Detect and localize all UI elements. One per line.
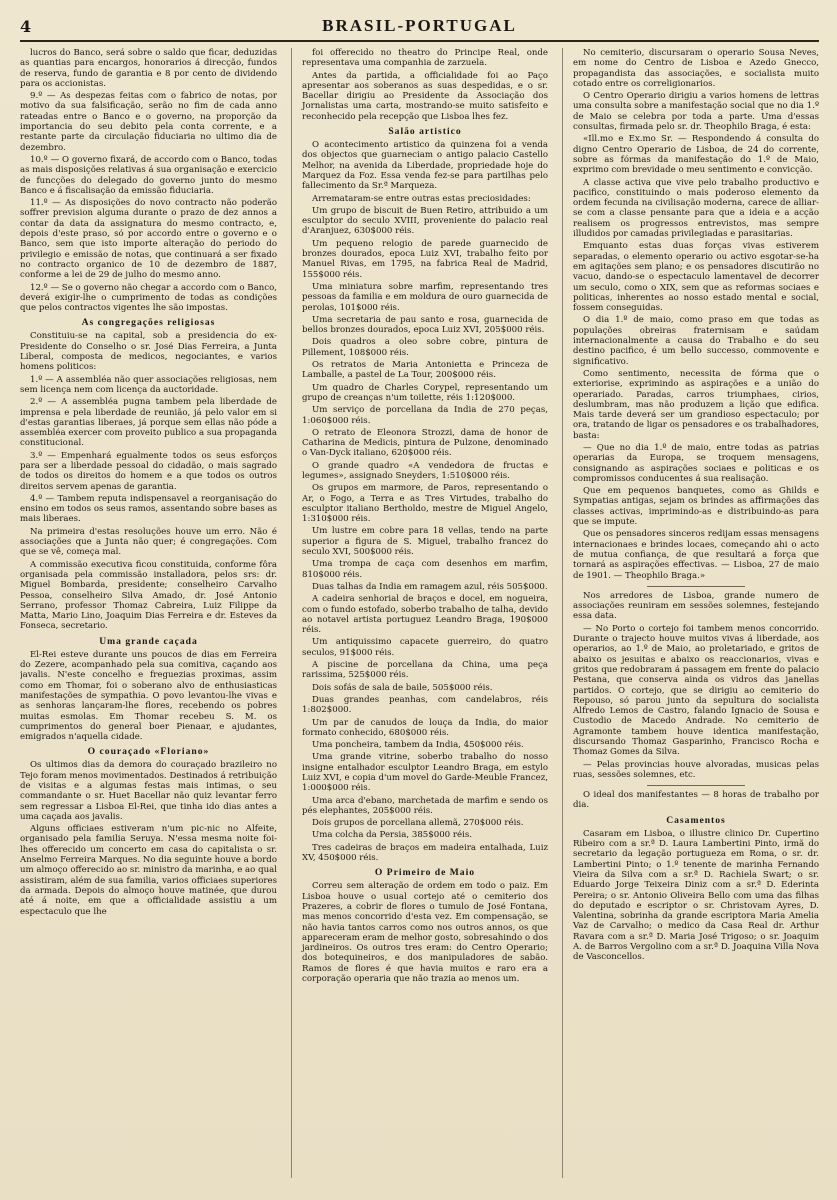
article-paragraph: — Pelas provincias houve alvoradas, musicas pelas ruas, sessões solemnes, etc. — [573, 759, 819, 780]
column-1 — [20, 48, 277, 1178]
page-header — [20, 12, 819, 42]
article-paragraph: Uma trompa de caça com desenhos em marfim, 810$000 réis. — [302, 559, 548, 580]
article-paragraph: Como sentimento, necessita de fórma que o exteriorise, exprimindo as aspirações e a união do operariado. Paradas, carros triumphaes, cirios, deslumbram, mas não produzem a lição que edifica. Mais tarde deverá ser um grandioso espectaculo; por ora, tratando de ligar os pensadores e os trabalhadores, basta: — [573, 368, 819, 441]
article-paragraph: — Que no dia 1.º de maio, entre todas as patrias operarias da Europa, se troquem mensagens, consignando as aspirações sociaes e politicas e os compromissos conducentes á sua realisação. — [573, 442, 819, 484]
article-paragraph: 10.º — O governo fixará, de accordo com o Banco, todas as mais disposições relativas á sua organisação e exercicio de funcções do delegado do governo junto do mesmo Banco e á fiscalisação da emissão fiduciaria. — [20, 154, 277, 196]
article-paragraph: «Ill.mo e Ex.mo Sr. — Respondendo á consulta do digno Centro Operario de Lisboa, de 24 do corrente, sobre as fórmas da manifestação do 1.º de Maio, exprimo com brevidade o meu sentimento e convicção. — [573, 134, 819, 176]
article-paragraph: Uma grande vitrine, soberbo trabalho do nosso insigne entalhador esculptor Leandro Braga, em estylo Luiz XVI, e copia d'um movel do Garde-Meuble Francez, 1:000$000 réis. — [302, 752, 548, 794]
article-paragraph: Dois quadros a oleo sobre cobre, pintura de Pillement, 108$000 réis. — [302, 337, 548, 358]
article-paragraph: — No Porto o cortejo foi tambem menos concorrido. Durante o trajecto houve muitos vivas á liberdade, aos operarios, ao 1.º de Maio, ao proletariado, e gritos de abaixo os jesuitas e abaixo os reaccionarios, vivas e gritos que redobraram á passagem em frente do palacio Pestana, que conserva ainda os vidros das janellas partidos. O cortejo, que se dirigiu ao cemiterio do Repouso, só parou junto da sepultura do socialista Alfredo Lemos de Castro, falando Ignacio de Sousa e Custodio de Macedo Andrade. No cemiterio de Agramonte tambem houve identica manifestação, discursando Thomaz Gasparinho, Francisco Rocha e Thomaz Gomes da Silva. — [573, 623, 819, 758]
article-paragraph: Que em pequenos banquetes, como as Ghilds e Sympatias antigas, sejam os brindes as affirmações das classes activas, imprimindo-as e distribuindo-as para que se impute. — [573, 486, 819, 528]
article-paragraph: O Centro Operario dirigiu a varios homens de lettras uma consulta sobre a manifestação social que no dia 1.º de Maio se celebra por toda a parte. Uma d'essas consultas, firmada pelo sr. dr. Theophilo Braga, é esta: — [573, 91, 819, 133]
article-paragraph: Duas grandes peanhas, com candelabros, réis 1:802$000. — [302, 694, 548, 716]
article-paragraph: Tres cadeiras de braços em madeira entalhada, Luiz XV, 450$000 réis. — [302, 842, 548, 864]
article-paragraph: Uma arca d'ebano, marchetada de marfim e sendo os pés elephantes, 205$000 réis. — [302, 795, 548, 816]
article-paragraph: Uma miniatura sobre marfim, representando tres pessoas da familia e em moldura de ouro guarnecida de perolas, 101$000 réis. — [302, 281, 548, 313]
article-paragraph: Uma colcha da Persia, 385$000 réis. — [312, 830, 472, 841]
article-paragraph: Um serviço de porcellana da India de 270 peças, 1:060$000 réis. — [302, 405, 548, 426]
article-paragraph: Dois sofás de sala de baile, 505$000 réis. — [312, 682, 493, 693]
article-paragraph: Arremataram-se entre outras estas preciosidades: — [312, 193, 531, 204]
article-paragraph: Um par de canudos de louça da India, do maior formato conhecido, 680$000 réis. — [302, 717, 548, 738]
article-paragraph: O ideal dos manifestantes — 8 horas de trabalho por dia. — [573, 790, 819, 811]
article-paragraph: Os grupos em marmore, de Paros, representando o Ar, o Fogo, a Terra e as Tres Virtudes, trabalho do esculptor italiano Bertholdo, mestre de Miguel Angelo, 1:310$000 réis. — [302, 483, 548, 525]
article-paragraph: lucros do Banco, será sobre o saldo que ficar, deduzidas as quantias para encargos, honorarios á direcção, fundos de reserva, fundo de garantia e 8 por cento de dividendo para os accionistas. — [20, 48, 277, 89]
article-paragraph: Alguns officiaes estiveram n'um pic-nic no Alfeite, organisado pela familia Seruya. N'essa mesma noite foi-lhes offerecido um concerto em casa do capitalista o sr. Anselmo Ferreira Marques. No dia seguinte houve a bordo um almoço offerecido ao sr. ministro da marinha, e ao qual assistiram, além de sua familia, varios officiaes superiores da armada. Depois do almoço houve matinée, que durou até á noite, em que a officialidade assistiu a um espectaculo que lhe — [20, 824, 277, 917]
article-paragraph: Dois grupos de porcellana allemã, 270$000 réis. — [312, 818, 524, 829]
section-heading: As congregações religiosas — [81, 317, 216, 329]
article-paragraph: Constituiu-se na capital, sob a presidencia do ex-Presidente do Conselho o sr. José Dias Ferreira, a Junta Liberal, composta de medicos, negociantes, e varios homens politicos: — [20, 331, 277, 373]
column-2 — [291, 48, 548, 1178]
article-paragraph: 2.º — A assembléa pugna tambem pela liberdade de imprensa e pela liberdade de reunião, já pelo valor em si d'estas garantias liberaes, já porque sem ellas não póde a assembléa exercer com proveito publico a sua propaganda constitucional. — [20, 397, 277, 449]
masthead-title: BRASIL-PORTUGAL — [322, 16, 517, 35]
section-divider — [647, 785, 745, 786]
article-paragraph: El-Rei esteve durante uns poucos de dias em Ferreira do Zezere, acompanhado pela sua comitiva, caçando aos javalis. N'este concelho e freguezias proximas, assim como em Thomar, foi o soberano alvo de enthusiasticas manifestações de sympathia. O povo levantou-lhe vivas e as senhoras lançaram-lhe flores, recebendo os pobres muitas esmolas. Em Thomar recebeu S. M. os cumprimentos do general boer Pienaar, e ajudantes, emigrados n'aquella cidade. — [20, 649, 277, 743]
article-paragraph: Casaram em Lisboa, o illustre clinico Dr. Cupertino Ribeiro com a sr.ª D. Laura Lambertini Pinto, irmã do secretario da legação portugueza em Roma, o sr. dr. Lambertini Pinto; o 1.º tenente de marinha Fernando Vieira da Silva com a sr.ª D. Rachiela Swart; o sr. Eduardo Jorge Teixeira Diniz com a sr.ª D. Ederinta Pereira; o sr. Antonio Oliveira Bello com uma das filhas do deputado e escriptor o sr. Christovam Ayres, D. Valentina, sobrinha da grande escriptora Maria Amelia Vaz de Carvalho; o medico da Casa Real dr. Arthur Ravara com a sr.ª D. Maria José Trigoso; o sr. Joaquim A. de Barros Vergolino com a sr.ª D. Joaquina Villa Nova de Vasconcellos. — [573, 828, 819, 963]
article-paragraph: A piscine de porcellana da China, uma peça rarissima, 525$000 réis. — [302, 660, 548, 681]
article-paragraph: Um grupo de biscuit de Buen Retiro, attribuido a um esculptor do seculo XVIII, proveniente do palacio real d'Aranjuez, 630$000 réis. — [302, 205, 548, 237]
article-paragraph: 4.º — Tambem reputa indispensavel a reorganisação do ensino em todos os seus ramos, assentando sobre bases as mais liberaes. — [20, 493, 277, 525]
section-heading: O couraçado «Floriano» — [87, 746, 210, 758]
article-paragraph: Emquanto estas duas forças vivas estiverem separadas, o elemento operario ou activo esgotar-se-ha em agitações sem plano; e os pensadores discutirão no vacuo, dando-se o espectaculo lamentavel de decorrer um seculo, como o XIX, sem que as reformas sociaes e politicas, inherentes ao nosso estado mental e social, fossem conseguidas. — [573, 241, 819, 314]
article-paragraph: Um antiquissimo capacete guerreiro, do quatro seculos, 91$000 réis. — [302, 637, 548, 658]
article-paragraph: 3.º — Empenhará egualmente todos os seus esforços para ser a liberdade pessoal do cidadão, o mais sagrado de todos os direitos do homem e a que todos os outros direitos servem apenas de garantia. — [20, 450, 277, 492]
article-paragraph: Um quadro de Charles Corypel, representando um grupo de creanças n'um toilette, réis 1:120$000. — [302, 382, 548, 403]
section-heading: Casamentos — [666, 814, 726, 826]
article-paragraph: Antes da partida, a officialidade foi ao Paço apresentar aos soberanos as suas despedidas, e o sr. Bacellar dirigiu ao Presidente da Associação dos Jornalistas uma carta, mostrando-se muito satisfeito e reconhecido pela recepção que Lisboa lhes fez. — [302, 70, 548, 122]
article-paragraph: Os ultimos dias da demora do couraçado brazileiro no Tejo foram menos movimentados. Destinados á retribuição de visitas e a algumas festas mais intimas, o seu commandante o sr. Huet Bacellar não quiz levantar ferro sem regressar a Lisboa El-Rei, que tinha ido dias antes a uma caçada aos javalis. — [20, 760, 277, 822]
column-3 — [562, 48, 819, 1178]
article-paragraph: Os retratos de Maria Antonietta e Princeza de Lamballe, a pastel de La Tour, 200$000 réis. — [302, 360, 548, 381]
article-paragraph: Correu sem alteração de ordem em todo o paiz. Em Lisboa houve o usual cortejo até o cemiterio dos Prazeres, a cobrir de flores o tumulo de José Fontana, mas menos concorrido d'esta vez. Em compensação, se não havia tantos carros como nos outros annos, os que appareceram eram de melhor gosto, sobresahindo o dos jardineiros. Os outros tres eram: do Centro Operario; dos botequineiros, e dos manipuladores de sabão. Ramos de flores é que havia muitos e raro era a corporação operaria que não trazia ao menos um. — [302, 881, 548, 985]
article-paragraph: Que os pensadores sinceros redijam essas mensagens internacionaes e brindes locaes, começando ahi o acto de mutua confiança, de que resultará a força que tornará as aspirações effectivas. — Lisboa, 27 de maio de 1901. — Theophilo Braga.» — [573, 529, 819, 581]
article-paragraph: Um lustre em cobre para 18 vellas, tendo na parte superior a figura de S. Miguel, trabalho francez do seculo XVI, 500$000 réis. — [302, 526, 548, 558]
article-paragraph: O retrato de Eleonora Strozzi, dama de honor de Catharina de Medicis, pintura de Pulzone, denominado o Van-Dyck italiano, 620$000 réis. — [302, 427, 548, 459]
article-paragraph: Na primeira d'estas resoluções houve um erro. Não é associações que a Junta não quer; é congregações. Com que se vê, começa mal. — [20, 526, 277, 558]
article-paragraph: 12.º — Se o governo não chegar a accordo com o Banco, deverá exigir-lhe o cumprimento de todas as condições que pelos contractos vigentes lhe são impostas. — [20, 282, 277, 314]
article-paragraph: O dia 1.º de maio, como praso em que todas as populações obreiras fraternisam e saúdam internacionalmente a causa do Trabalho e do seu destino pacifico, é um bello successo, commovente e significativo. — [573, 315, 819, 367]
article-paragraph: O acontecimento artistico da quinzena foi a venda dos objectos que guarneciam o antigo palacio Castello Melhor, na avenida da Liberdade, propriedade hoje do Marquez da Foz. Essa venda fez-se para partilhas pelo fallecimento da Sr.ª Marqueza. — [302, 140, 548, 192]
section-heading: Salão artistico — [388, 126, 462, 138]
article-paragraph: Duas talhas da India em ramagem azul, réis 505$000. — [312, 581, 548, 592]
article-paragraph: A classe activa que vive pelo trabalho productivo e pacifico, constituindo o mais poderoso elemento da ordem fecunda na civilisação moderna, carece de alliar-se com a classe pensante para que a ideia e a acção realisem os progressos entrevistos, mas sempre illudidos por camadas privilegiadas e parasitarias. — [573, 177, 819, 240]
article-paragraph: 11.º — As disposições do novo contracto não poderão soffrer prevision alguma durante o prazo de dez annos a contar da data da assignatura do mesmo contracto, e, depois d'este praso, só por accordo entre o governo e o Banco, sem que isto importe alteração do periodo do privilegio e emissão de notas, que continuará a ser fixado no contracto organico de 10 de dezembro de 1887, conforme a lei de 29 de julho do mesmo anno. — [20, 198, 277, 281]
article-paragraph: foi offerecido no theatro do Principe Real, onde representava uma companhia de zarzuela. — [302, 48, 548, 69]
article-paragraph: Uma secretaria de pau santo e rosa, guarnecida de bellos bronzes dourados, epoca Luiz XVI, 205$000 réis. — [302, 314, 548, 336]
text-columns — [20, 48, 819, 1178]
article-paragraph: Nos arredores de Lisboa, grande numero de associações reuniram em sessões solemnes, festejando essa data. — [573, 590, 819, 622]
section-heading: O Primeiro de Maio — [374, 867, 476, 879]
article-paragraph: A commissão executiva ficou constituida, conforme fôra organisada pela commissão installadora, pelos srs: dr. Miguel Bombarda, presidente; conselheiro Carvalho Pessoa, conselheiro Silva Amado, dr. José Antonio Serrano, professor Thomaz Cabreira, Luiz Filippe da Matta, Mario Lino, Joaquim Dias Ferreira e dr. Esteves da Fonseca, secretario. — [20, 559, 277, 632]
article-paragraph: 1.º — A assembléa não quer associações religiosas, nem sem licença nem com licença da auctoridade. — [20, 374, 277, 395]
article-paragraph: 9.º — As despezas feitas com o fabrico de notas, por motivo da sua falsificação, serão no fim de cada anno rateadas entre o Banco e o governo, na proporção da importancia do seu debito pela conta corrente, e a restante parte da circulação fiduciaria no ultimo dia de dezembro. — [20, 91, 277, 153]
page-number: 4 — [20, 16, 32, 36]
section-heading: Uma grande caçada — [99, 635, 198, 647]
section-divider — [647, 586, 745, 587]
article-paragraph: O grande quadro «A vendedora de fructas e legumes», assignado Sneyders, 1:510$000 réis. — [302, 460, 548, 481]
article-paragraph: Uma poncheira, tambem da India, 450$000 réis. — [312, 740, 524, 751]
article-paragraph: A cadeira senhorial de braços e docel, em nogueira, com o fundo estofado, soberbo trabalho de talha, devido ao notavel artista portuguez Leandro Braga, 190$000 réis. — [302, 594, 548, 636]
article-paragraph: Um pequeno relogio de parede guarnecido de bronzes dourados, epoca Luiz XVI, trabalho feito por Manuel Rivas, em 1795, na fabrica Real de Madrid, 155$000 réis. — [302, 238, 548, 280]
article-paragraph: No cemiterio, discursaram o operario Sousa Neves, em nome do Centro de Lisboa e Azedo Gnecco, propagandista das associações, e socialista muito cotado entre os correligionarios. — [573, 48, 819, 89]
